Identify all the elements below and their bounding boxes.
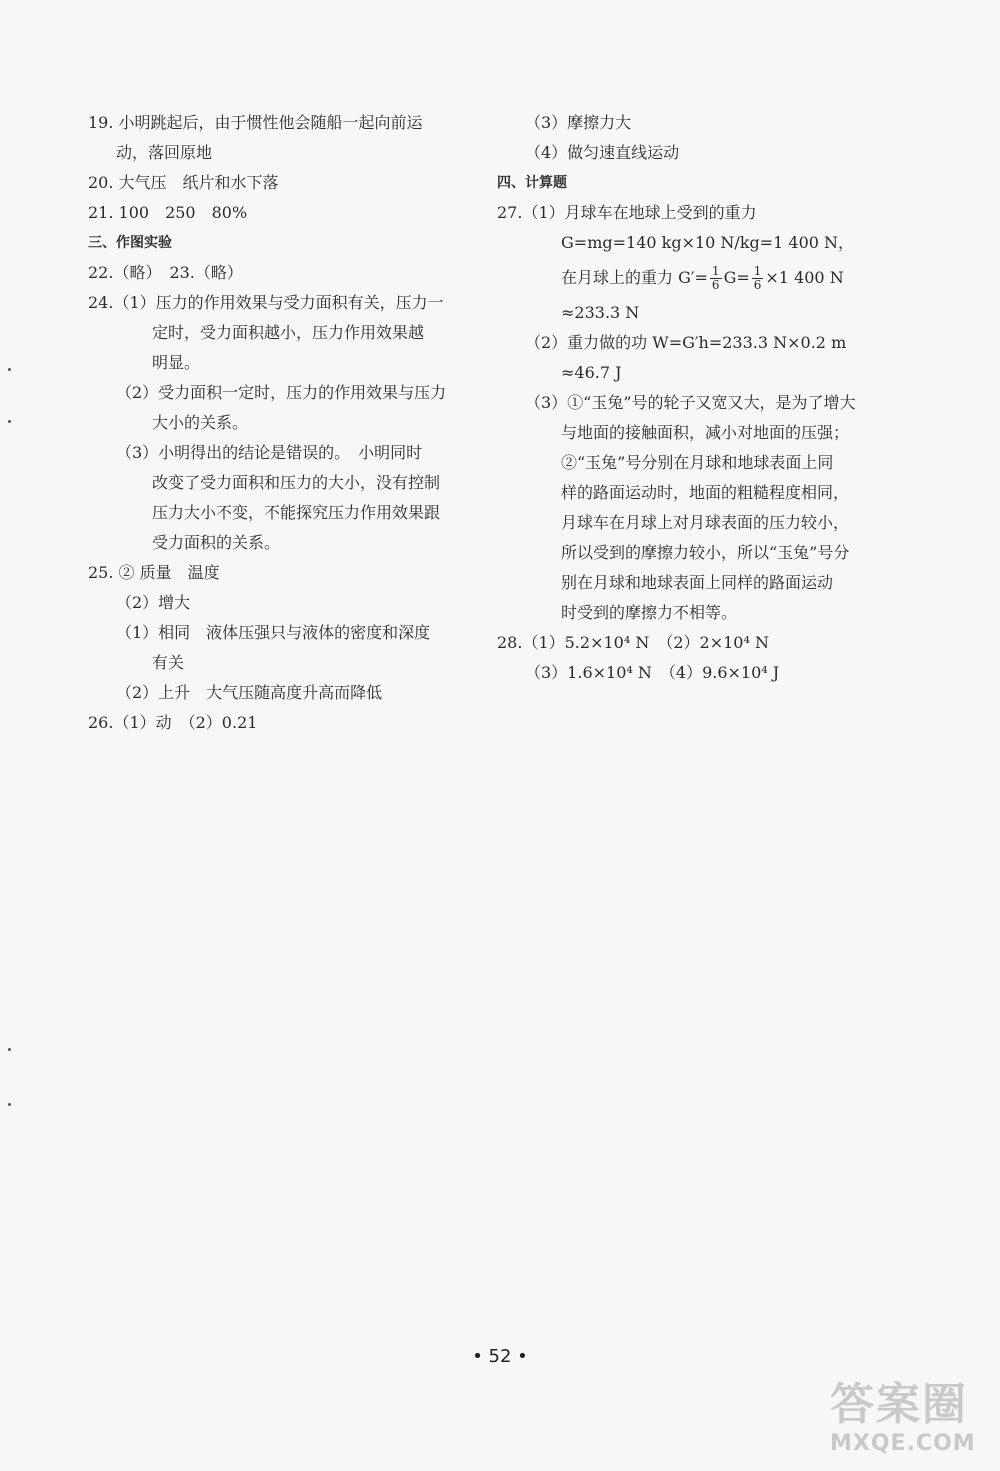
fraction-denominator: 6 (711, 278, 720, 292)
q27-3-d: 样的路面运动时，地面的粗糙程度相同， (561, 483, 850, 502)
q27-2-b: ≈46.7 J (561, 363, 622, 382)
q27-2-a: （2）重力做的功 W=G′h=233.3 N×0.2 m (525, 333, 847, 352)
q19-line1: 19. 小明跳起后，由于惯性他会随船一起向前运 (88, 113, 423, 132)
q27-eq2 (497, 258, 897, 298)
q27-1: 27.（1）月球车在地球上受到的重力 (497, 203, 757, 222)
q24-2-a: （2）受力面积一定时，压力的作用效果与压力 (116, 383, 447, 402)
q24-3-d: 受力面积的关系。 (152, 533, 281, 552)
q24-3-a: （3）小明得出的结论是错误的。 小明同时 (116, 443, 423, 462)
q25-e: （2）上升 大气压随高度升高而降低 (116, 683, 383, 702)
q27-eq2-pre: 在月球上的重力 G′= (561, 268, 708, 287)
q27-3-g: 别在月球和地球表面上同样的路面运动 (561, 573, 834, 592)
q27-3-e: 月球车在月球上对月球表面的压力较小， (561, 513, 850, 532)
r4: （4）做匀速直线运动 (525, 143, 680, 162)
q28-b: （3）1.6×10⁴ N （4）9.6×10⁴ J (525, 663, 780, 682)
watermark-cn: 答案圈 (830, 1379, 968, 1430)
q19-line2: 动，落回原地 (116, 143, 213, 162)
scan-speck (8, 368, 11, 371)
q24-3-c: 压力大小不变，不能探究压力作用效果跟 (152, 503, 441, 522)
q24-3-b: 改变了受力面积和压力的大小，没有控制 (152, 473, 441, 492)
q27-3-f: 所以受到的摩擦力较小，所以“玉兔”号分 (561, 543, 850, 562)
q28-a: 28.（1）5.2×10⁴ N （2）2×10⁴ N (497, 633, 769, 652)
fraction-numerator-2: 1 (753, 264, 762, 278)
fraction-one-sixth (710, 265, 722, 292)
fraction-numerator: 1 (711, 264, 720, 278)
q25-a: 25. ② 质量 温度 (88, 563, 220, 582)
section-4-heading: 四、计算题 (497, 175, 567, 191)
page-number: • 52 • (472, 1346, 528, 1367)
fraction-one-sixth-2 (752, 265, 764, 292)
q26: 26.（1）动 （2）0.21 (88, 713, 258, 732)
q27-eq1: G=mg=140 kg×10 N/kg=1 400 N， (561, 233, 855, 252)
q27-eq3: ≈233.3 N (561, 303, 640, 322)
q27-eq2-post: ×1 400 N (765, 268, 844, 287)
q27-3-a: （3）①“玉兔”号的轮子又宽又大，是为了增大 (525, 393, 856, 412)
scan-speck (8, 1103, 11, 1106)
q25-b: （2）增大 (116, 593, 191, 612)
q24-1-a: 24.（1）压力的作用效果与受力面积有关，压力一 (88, 293, 444, 312)
q27-3-h: 时受到的摩擦力不相等。 (561, 603, 738, 622)
q24-2-b: 大小的关系。 (152, 413, 249, 432)
section-3-heading: 三、作图实验 (88, 235, 172, 251)
q25-d: 有关 (152, 653, 185, 672)
q27-3-c: ②“玉兔”号分别在月球和地球表面上同 (561, 453, 834, 472)
q27-3-b: 与地面的接触面积，减小对地面的压强； (561, 423, 850, 442)
fraction-denominator-2: 6 (753, 278, 762, 292)
q24-1-b: 定时，受力面积越小，压力作用效果越 (152, 323, 425, 342)
q25-c: （1）相同 液体压强只与液体的密度和深度 (116, 623, 431, 642)
q24-1-c: 明显。 (152, 353, 201, 372)
watermark-logo (830, 1380, 990, 1465)
q27-eq2-mid: G= (723, 268, 750, 287)
watermark-url: MXQE.COM (830, 1431, 976, 1456)
left-column (88, 108, 473, 738)
q22-23: 22.（略） 23.（略） (88, 263, 243, 282)
scan-speck (8, 420, 11, 423)
q20: 20. 大气压 纸片和水下落 (88, 173, 279, 192)
scan-speck (8, 1048, 11, 1051)
r3: （3）摩擦力大 (525, 113, 632, 132)
right-column (497, 108, 897, 688)
q21: 21. 100 250 80% (88, 203, 248, 222)
